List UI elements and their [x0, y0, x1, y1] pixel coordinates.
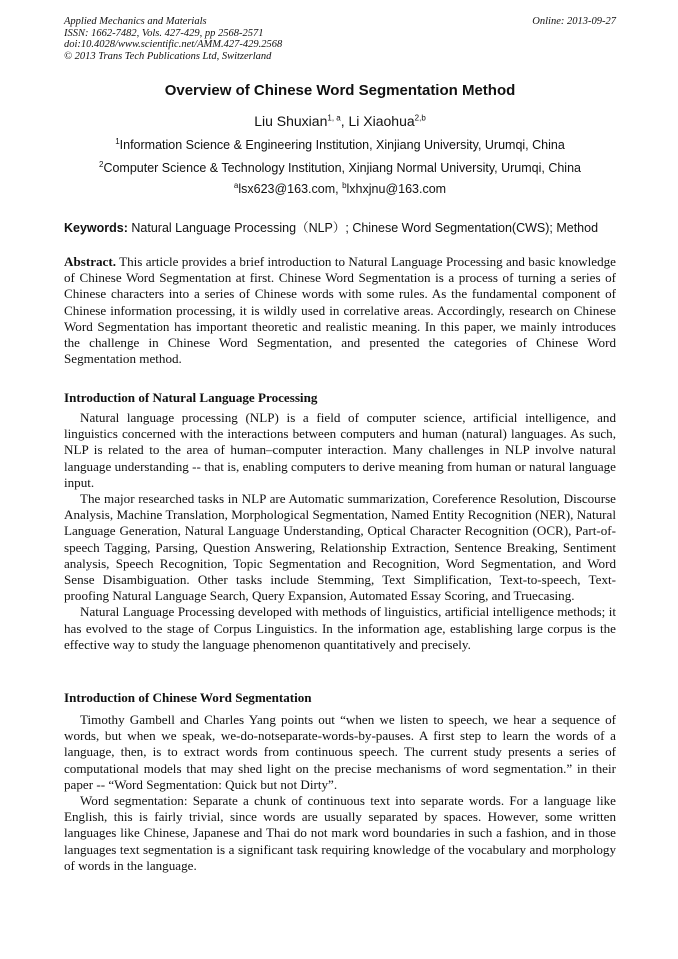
section-cws-body	[64, 712, 616, 874]
author-2: Li Xiaohua	[348, 113, 415, 129]
keywords	[64, 218, 624, 236]
paragraph: Natural language processing (NLP) is a field of computer science, artificial intelligence, and linguistics concerned with the interactions between computers and human (natural) languages. As such, NLP is related to the area of human–computer interaction. Many challenges in NLP involve natural language understanding -- that is, enabling computers to derive meaning from human or natural language input.	[64, 410, 616, 490]
abstract-label: Abstract.	[64, 254, 116, 269]
paragraph: Word segmentation: Separate a chunk of continuous text into separate words. For a language like English, this is fairly trivial, since words are usually separated by spaces. However, some written languages like Chinese, Japanese and Thai do not mark word boundaries in such a fashion, and in those languages text segmentation is a significant task requiring knowledge of the vocabulary and morphology of words in the language.	[64, 793, 616, 873]
abstract	[64, 254, 616, 367]
journal-copyright: © 2013 Trans Tech Publications Ltd, Switzerland	[64, 50, 272, 62]
affiliation-2-marker: 2	[99, 159, 104, 169]
journal-header	[64, 16, 616, 62]
affiliation-1-marker: 1	[115, 136, 120, 146]
abstract-text: This article provides a brief introduction to Natural Language Processing and basic knowledge of Chinese Word Segmentation at first. Chinese Word Segmentation is a process of turning a series of Chinese characters into a series of Chinese words with some rules. As the fundamental component of Chinese information processing, it is wildly used in correlative areas. Accordingly, research on Chinese Word Segmentation has important theoretic and realistic meaning. In this paper, we mainly introduces the challenge in Chinese Word Segmentation, and presented the categories of Chinese Word Segmentation method.	[64, 254, 616, 367]
paragraph: The major researched tasks in NLP are Automatic summarization, Coreference Resolution, Discourse Analysis, Machine Translation, Morphological Segmentation, Named Entity Recognition (NER), Natural Language Generation, Natural Language Understanding, Optical Character Recognition (OCR), Part-of-speech Tagging, Parsing, Question Answering, Relationship Extraction, Sentence Breaking, Sentiment analysis, Speech Recognition, Topic Segmentation and Recognition, Word Segmentation, and Word Sense Disambiguation. Other tasks include Stemming, Text Simplification, Text-to-speech, Text-proofing Natural Language Search, Query Expansion, Automated Essay Scoring, and Truecasing.	[64, 491, 616, 604]
email-b: lxhxjnu@163.com	[346, 182, 447, 196]
author-emails	[64, 182, 616, 196]
paragraph: Natural Language Processing developed with methods of linguistics, artificial intelligence methods; it has evolved to the stage of Corpus Linguistics. In the information age, establishing large corpus is the effective way to study the language phenomenon quantitatively and precisely.	[64, 604, 616, 652]
section-nlp-body	[64, 410, 616, 653]
email-a-marker: a	[233, 180, 239, 190]
section-heading-cws: Introduction of Chinese Word Segmentation	[64, 690, 312, 705]
journal-doi: doi:10.4028/www.scientific.net/AMM.427-429.2568	[64, 39, 283, 50]
email-b-marker: b	[342, 180, 347, 190]
authors-line	[64, 113, 616, 129]
paper-title: Overview of Chinese Word Segmentation Method	[164, 82, 516, 99]
author-2-marker: 2,b	[414, 113, 426, 123]
keywords-label: Keywords:	[64, 221, 128, 235]
section-heading-nlp: Introduction of Natural Language Processing	[64, 390, 318, 405]
journal-issn: ISSN: 1662-7482, Vols. 427-429, pp 2568-2571	[64, 27, 264, 39]
affiliation-1	[64, 138, 616, 152]
author-separator: ,	[340, 113, 349, 129]
email-a: lsx623@163.com,	[238, 182, 343, 196]
affiliation-1-text: Information Science & Engineering Institution, Xinjiang University, Urumqi, China	[119, 138, 565, 152]
affiliation-2	[64, 161, 616, 175]
paragraph: Timothy Gambell and Charles Yang points out “when we listen to speech, we hear a sequence of words, but when we speak, we-do-notseparate-words-by-pauses. A first step to learn the words of a language, then, is to extract words from continuous speech. The current study presents a series of computational models that may shed light on the precise mechanisms of word segmentation.” in their paper -- “Word Segmentation: Quick but not Dirty”.	[64, 712, 616, 792]
author-1: Liu Shuxian	[254, 113, 328, 129]
keywords-text: Natural Language Processing（NLP）; Chinese Word Segmentation(CWS); Method	[127, 221, 599, 235]
online-date: Online: 2013-09-27	[532, 16, 616, 27]
affiliation-2-text: Computer Science & Technology Institution, Xinjiang Normal University, Urumqi, China	[103, 161, 581, 175]
journal-name: Applied Mechanics and Materials	[64, 16, 207, 27]
author-1-marker: 1, a	[327, 113, 341, 123]
